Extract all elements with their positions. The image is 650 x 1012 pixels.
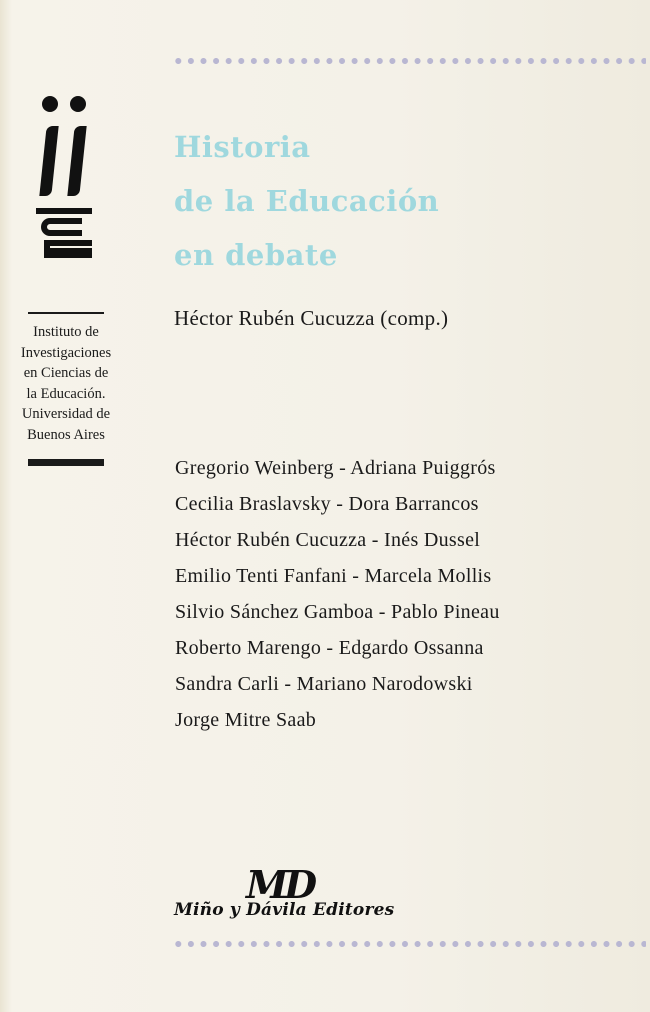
iice-logo (36, 96, 96, 262)
dotted-border-bottom (172, 939, 646, 949)
author-row: Héctor Rubén Cucuzza - Inés Dussel (175, 529, 481, 551)
book-editor: Héctor Rubén Cucuzza (comp.) (174, 306, 449, 330)
author-row: Roberto Marengo - Edgardo Ossanna (175, 637, 484, 659)
book-title: Historia de la Educación en debate (174, 130, 440, 272)
divider-bar (28, 459, 104, 466)
publisher-name: Miño y Dávila Editores (174, 900, 395, 920)
author-list (175, 450, 615, 738)
dotted-border-top (172, 56, 646, 66)
author-row: Sandra Carli - Mariano Narodowski (175, 673, 473, 695)
logo-letter-i (40, 96, 62, 201)
institute-name: Instituto de Investigaciones en Ciencias de la Educación. Universidad de Buenos Aires (20, 324, 112, 443)
logo-letter-i (68, 96, 90, 201)
author-row: Gregorio Weinberg - Adriana Puiggrós (175, 457, 496, 479)
logo-ce-mark (36, 208, 92, 258)
divider-line (28, 312, 104, 314)
author-row: Silvio Sánchez Gamboa - Pablo Pineau (175, 601, 500, 623)
author-row: Jorge Mitre Saab (175, 709, 317, 731)
author-row: Cecilia Braslavsky - Dora Barrancos (175, 493, 479, 515)
publisher-logo: MD (246, 862, 314, 907)
author-row: Emilio Tenti Fanfani - Marcela Mollis (175, 565, 492, 587)
